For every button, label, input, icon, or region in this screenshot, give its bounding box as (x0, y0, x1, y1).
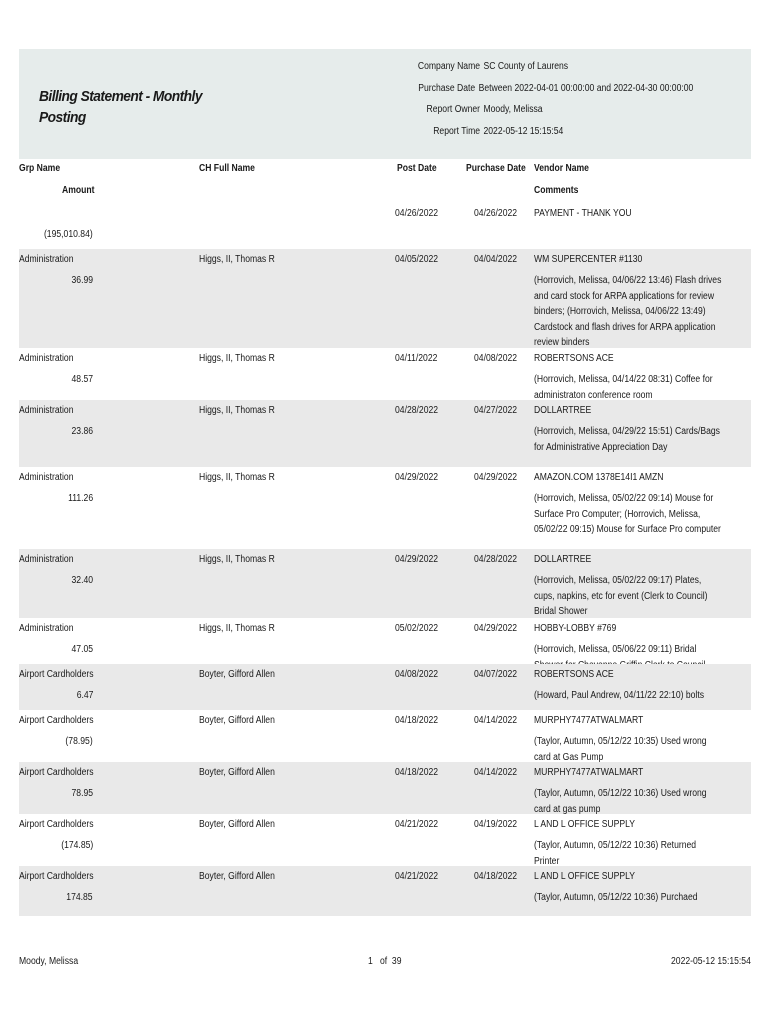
comments-cell: (Howard, Paul Andrew, 04/11/22 22:10) bolts (534, 690, 705, 701)
ch-full-name-cell: Higgs, II, Thomas R (199, 405, 275, 416)
vendor-name-cell: AMAZON.COM 1378E14I1 AMZN (534, 472, 664, 483)
vendor-name-cell: L AND L OFFICE SUPPLY (534, 871, 636, 882)
amount-cell: (174.85) (60, 840, 93, 851)
report-time-value: 2022-05-12 15:15:54 (483, 125, 564, 137)
amount-cell: (195,010.84) (44, 229, 93, 240)
col-ch-full-name: CH Full Name (199, 163, 255, 174)
ch-full-name-cell: Higgs, II, Thomas R (199, 254, 275, 265)
ch-full-name-cell: Boyter, Gifford Allen (199, 715, 275, 726)
transaction-rows (19, 203, 751, 916)
purchase-date-cell: 04/14/2022 (474, 767, 518, 778)
grp-name-cell: Airport Cardholders (19, 819, 94, 830)
comments-cell: (Taylor, Autumn, 05/12/22 10:36) Purchaed (534, 892, 698, 903)
vendor-name-cell: DOLLARTREE (534, 554, 592, 565)
col-purchase-date: Purchase Date (466, 163, 526, 174)
report-meta (339, 59, 693, 145)
amount-cell: 6.47 (76, 690, 93, 701)
grp-name-cell: Airport Cardholders (19, 767, 94, 778)
footer-page-number: 1 (368, 956, 373, 967)
table-row (19, 348, 751, 400)
comments-cell: (Horrovich, Melissa, 05/06/22 09:11) Bridal (534, 644, 697, 655)
comments-cell: (Horrovich, Melissa, 04/29/22 15:51) Cards/Bags for Administrative Appreciation Day (534, 426, 720, 453)
vendor-name-cell: L AND L OFFICE SUPPLY (534, 819, 636, 830)
amount-cell: 78.95 (71, 788, 93, 799)
purchase-date-cell: 04/29/2022 (474, 472, 518, 483)
table-row (19, 762, 751, 814)
table-row (19, 664, 751, 710)
ch-full-name-cell: Boyter, Gifford Allen (199, 669, 275, 680)
table-row (19, 467, 751, 549)
vendor-name-cell: PAYMENT - THANK YOU (534, 208, 632, 219)
owner-label: Report Owner (426, 104, 481, 115)
amount-cell: 111.26 (67, 493, 93, 504)
footer-total-pages: 39 (391, 956, 402, 967)
grp-name-cell: Administration (19, 353, 74, 364)
amount-cell: 32.40 (71, 575, 93, 586)
vendor-name-cell: HOBBY-LOBBY #769 (534, 623, 617, 634)
ch-full-name-cell: Higgs, II, Thomas R (199, 554, 275, 565)
comments-cell: (Horrovich, Melissa, 04/14/22 08:31) Coffee for administraton conference room (534, 374, 713, 401)
grp-name-cell: Administration (19, 623, 74, 634)
table-row (19, 814, 751, 866)
purchase-date-cell: 04/14/2022 (474, 715, 518, 726)
owner-value: Moody, Melissa (483, 104, 543, 115)
purchase-date-cell: 04/07/2022 (474, 669, 518, 680)
table-row (19, 400, 751, 467)
table-row (19, 866, 751, 916)
amount-cell: 48.57 (71, 374, 93, 385)
ch-full-name-cell: Boyter, Gifford Allen (199, 767, 275, 778)
grp-name-cell: Airport Cardholders (19, 715, 94, 726)
purchase-date-cell: 04/19/2022 (474, 819, 518, 830)
ch-full-name-cell: Higgs, II, Thomas R (199, 623, 275, 634)
comments-cell: (Horrovich, Melissa, 05/02/22 09:17) Plates, cups, napkins, etc for event (Clerk to Council) Bridal Shower (534, 575, 708, 617)
purchase-date-cell: 04/08/2022 (474, 353, 518, 364)
billing-statement-page (19, 49, 751, 916)
purchase-date-cell: 04/28/2022 (474, 554, 518, 565)
report-time-label: Report Time (433, 125, 481, 137)
post-date-cell: 04/21/2022 (395, 871, 439, 882)
table-row (19, 249, 751, 348)
ch-full-name-cell: Higgs, II, Thomas R (199, 353, 275, 364)
footer-pagination (368, 956, 401, 967)
vendor-name-cell: WM SUPERCENTER #1130 (534, 254, 643, 265)
post-date-cell: 04/11/2022 (395, 353, 438, 364)
footer-timestamp: 2022-05-12 15:15:54 (671, 956, 751, 967)
report-time-row (339, 124, 693, 146)
report-footer (19, 956, 751, 970)
amount-cell: (78.95) (65, 736, 93, 747)
col-post-date: Post Date (397, 163, 437, 174)
amount-cell: 23.86 (71, 426, 93, 437)
company-value: SC County of Laurens (483, 61, 569, 72)
post-date-cell: 04/05/2022 (395, 254, 439, 265)
grp-name-cell: Airport Cardholders (19, 871, 94, 882)
purchase-date-cell: 04/18/2022 (474, 871, 518, 882)
vendor-name-cell: DOLLARTREE (534, 405, 592, 416)
vendor-name-cell: ROBERTSONS ACE (534, 669, 614, 680)
post-date-cell: 04/26/2022 (395, 208, 439, 219)
post-date-cell: 04/28/2022 (395, 405, 439, 416)
purchase-date-cell: 04/27/2022 (474, 405, 518, 416)
col-grp-name: Grp Name (19, 163, 61, 174)
col-vendor-name: Vendor Name (534, 163, 589, 174)
comments-cell: (Horrovich, Melissa, 05/02/22 09:14) Mouse for Surface Pro Computer; (Horrovich, Melissa, 05/02/22 09:15) Mouse for Surface Pro computer (534, 493, 721, 535)
post-date-cell: 04/18/2022 (395, 767, 439, 778)
comments-cell: (Horrovich, Melissa, 04/06/22 13:46) Flash drives and card stock for ARPA applications for review binders; (Horrovich, Melissa, 04/06/22 13:49) Cardstock and flash drives for ARPA application review binders (534, 275, 722, 348)
amount-cell: 174.85 (66, 892, 93, 903)
vendor-name-cell: MURPHY7477ATWALMART (534, 715, 644, 726)
report-title: Billing Statement - Monthly Posting (39, 88, 202, 126)
post-date-cell: 04/29/2022 (395, 554, 439, 565)
table-row (19, 710, 751, 762)
post-date-cell: 04/08/2022 (395, 669, 439, 680)
footer-of-label: of (379, 956, 388, 967)
report-header (19, 49, 751, 159)
ch-full-name-cell: Boyter, Gifford Allen (199, 871, 275, 882)
grp-name-cell: Administration (19, 254, 74, 265)
ch-full-name-cell: Boyter, Gifford Allen (199, 819, 275, 830)
footer-owner: Moody, Melissa (19, 956, 79, 967)
ch-full-name-cell: Higgs, II, Thomas R (199, 472, 275, 483)
grp-name-cell: Administration (19, 472, 74, 483)
post-date-cell: 04/29/2022 (395, 472, 439, 483)
post-date-cell: 05/02/2022 (395, 623, 439, 634)
comments-cell: (Taylor, Autumn, 05/12/22 10:36) Used wrong card at gas pump (534, 788, 707, 815)
purchase-date-cell: 04/29/2022 (474, 623, 518, 634)
grp-name-cell: Administration (19, 405, 74, 416)
col-comments: Comments (534, 185, 579, 196)
company-row (339, 59, 693, 81)
company-label: Company Name (417, 61, 481, 72)
table-row (19, 549, 751, 618)
post-date-cell: 04/21/2022 (395, 819, 439, 830)
purchase-date-cell: 04/04/2022 (474, 254, 518, 265)
col-amount: Amount (62, 185, 95, 196)
grp-name-cell: Administration (19, 554, 74, 565)
purchase-date-cell: 04/26/2022 (474, 208, 518, 219)
grp-name-cell: Airport Cardholders (19, 669, 94, 680)
table-row (19, 203, 751, 249)
purchase-date-row (339, 81, 693, 103)
vendor-name-cell: ROBERTSONS ACE (534, 353, 614, 364)
amount-cell: 47.05 (71, 644, 93, 655)
purchase-date-value: Between 2022-04-01 00:00:00 and 2022-04-30 00:00:00 (478, 82, 694, 94)
comments-cell: (Taylor, Autumn, 05/12/22 10:35) Used wrong card at Gas Pump (534, 736, 707, 763)
table-row (19, 618, 751, 664)
amount-cell: 36.99 (71, 275, 93, 286)
purchase-date-label: Purchase Date (418, 82, 476, 94)
column-headers (19, 159, 751, 203)
vendor-name-cell: MURPHY7477ATWALMART (534, 767, 644, 778)
post-date-cell: 04/18/2022 (395, 715, 439, 726)
owner-row (339, 102, 693, 124)
comments-cell: (Taylor, Autumn, 05/12/22 10:36) Returned Printer (534, 840, 697, 867)
